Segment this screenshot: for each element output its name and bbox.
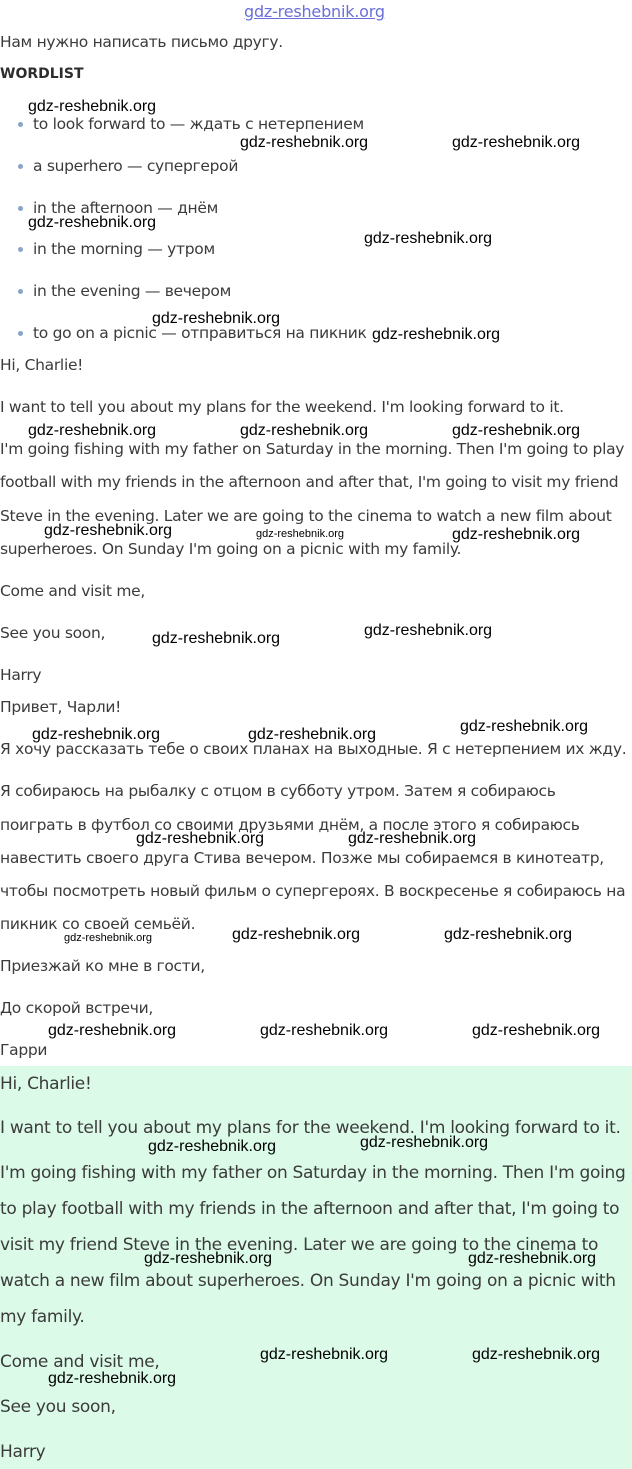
watermark: gdz-reshebnik.org	[28, 214, 157, 231]
intro-text: Нам нужно написать письмо другу.	[0, 33, 283, 51]
letter-ru-closing: Приезжай ко мне в гости,	[0, 957, 205, 975]
answer-signature: Harry	[0, 1442, 46, 1462]
letter-ru-line: навестить своего друга Стива вечером. Позже мы собираемся в кинотеатр,	[0, 849, 604, 867]
watermark: gdz-reshebnik.org	[44, 522, 173, 539]
watermark: gdz-reshebnik.org	[32, 726, 161, 743]
letter-en-closing: Come and visit me,	[0, 582, 145, 600]
wordlist-item	[18, 157, 238, 175]
watermark: gdz-reshebnik.org	[468, 1250, 597, 1267]
letter-en-signature: Harry	[0, 666, 42, 684]
letter-ru-line: Я хочу рассказать тебе о своих планах на выходные. Я с нетерпением их жду.	[0, 740, 627, 758]
watermark: gdz-reshebnik.org	[248, 726, 377, 743]
answer-line: watch a new film about superheroes. On Sunday I'm going on a picnic with	[0, 1271, 616, 1291]
letter-en-greeting: Hi, Charlie!	[0, 356, 84, 374]
watermark: gdz-reshebnik.org	[364, 230, 493, 247]
wordlist-item-text: a superhero — супергерой	[33, 157, 239, 175]
watermark: gdz-reshebnik.org	[372, 326, 501, 343]
wordlist-item-text: in the evening — вечером	[33, 282, 231, 300]
letter-ru-line: Я собираюсь на рыбалку с отцом в субботу утром. Затем я собираюсь	[0, 782, 556, 800]
wordlist-item	[18, 240, 215, 258]
wordlist-item	[18, 282, 231, 300]
letter-ru-line: пикник со своей семьёй.	[0, 915, 196, 933]
watermark: gdz-reshebnik.org	[232, 926, 361, 943]
watermark: gdz-reshebnik.org	[460, 718, 589, 735]
answer-closing: Come and visit me,	[0, 1352, 160, 1372]
letter-en-closing: See you soon,	[0, 624, 106, 642]
watermark: gdz-reshebnik.org	[452, 526, 581, 543]
answer-line: I want to tell you about my plans for the weekend. I'm looking forward to it.	[0, 1118, 621, 1138]
watermark: gdz-reshebnik.org	[28, 98, 157, 115]
letter-en-line: I'm going fishing with my father on Saturday in the morning. Then I'm going to play	[0, 440, 625, 458]
watermark: gdz-reshebnik.org	[360, 1134, 489, 1151]
watermark: gdz-reshebnik.org	[472, 1346, 601, 1363]
watermark: gdz-reshebnik.org	[240, 134, 369, 151]
watermark: gdz-reshebnik.org	[256, 528, 345, 540]
bullet-icon	[18, 164, 23, 169]
site-header-link[interactable]: gdz-reshebnik.org	[244, 2, 385, 21]
watermark: gdz-reshebnik.org	[364, 622, 493, 639]
watermark: gdz-reshebnik.org	[152, 310, 281, 327]
letter-ru-signature: Гарри	[0, 1041, 48, 1059]
wordlist-title: WORDLIST	[0, 66, 84, 82]
watermark: gdz-reshebnik.org	[152, 630, 281, 647]
letter-en-line: superheroes. On Sunday I'm going on a picnic with my family.	[0, 540, 462, 558]
letter-ru-line: чтобы посмотреть новый фильм о супергероях. В воскресенье я собираюсь на	[0, 882, 626, 900]
bullet-icon	[18, 206, 23, 211]
watermark: gdz-reshebnik.org	[348, 830, 477, 847]
answer-greeting: Hi, Charlie!	[0, 1074, 92, 1094]
watermark: gdz-reshebnik.org	[28, 422, 157, 439]
watermark: gdz-reshebnik.org	[240, 422, 369, 439]
letter-en-line: Steve in the evening. Later we are going to the cinema to watch a new film about	[0, 507, 612, 525]
watermark: gdz-reshebnik.org	[260, 1022, 389, 1039]
watermark: gdz-reshebnik.org	[136, 830, 265, 847]
answer-line: I'm going fishing with my father on Saturday in the morning. Then I'm going	[0, 1163, 626, 1183]
watermark: gdz-reshebnik.org	[144, 1250, 273, 1267]
answer-line: my family.	[0, 1307, 85, 1327]
wordlist-item-text: in the morning — утром	[33, 240, 215, 258]
letter-ru-greeting: Привет, Чарли!	[0, 698, 122, 716]
bullet-icon	[18, 122, 23, 127]
watermark: gdz-reshebnik.org	[48, 1370, 177, 1387]
watermark: gdz-reshebnik.org	[452, 134, 581, 151]
letter-en-line: football with my friends in the afternoon and after that, I'm going to visit my friend	[0, 473, 619, 491]
watermark: gdz-reshebnik.org	[48, 1022, 177, 1039]
wordlist-item-text: to look forward to — ждать с нетерпением	[33, 115, 364, 133]
bullet-icon	[18, 289, 23, 294]
wordlist-item-text: in the afternoon — днём	[33, 199, 218, 217]
watermark: gdz-reshebnik.org	[64, 932, 153, 944]
letter-ru-closing: До скорой встречи,	[0, 999, 154, 1017]
wordlist-item-text: to go on a picnic — отправиться на пикник	[33, 324, 367, 342]
watermark: gdz-reshebnik.org	[472, 1022, 601, 1039]
letter-ru-line: поиграть в футбол со своими друзьями днём, а после этого я собираюсь	[0, 816, 580, 834]
watermark: gdz-reshebnik.org	[260, 1346, 389, 1363]
bullet-icon	[18, 331, 23, 336]
letter-en-line: I want to tell you about my plans for the weekend. I'm looking forward to it.	[0, 398, 564, 416]
answer-closing: See you soon,	[0, 1397, 116, 1417]
watermark: gdz-reshebnik.org	[452, 422, 581, 439]
watermark: gdz-reshebnik.org	[148, 1138, 277, 1155]
answer-line: to play football with my friends in the afternoon and after that, I'm going to	[0, 1199, 620, 1219]
bullet-icon	[18, 247, 23, 252]
wordlist-item	[18, 115, 364, 133]
watermark: gdz-reshebnik.org	[444, 926, 573, 943]
answer-line: visit my friend Steve in the evening. Later we are going to the cinema to	[0, 1235, 599, 1255]
